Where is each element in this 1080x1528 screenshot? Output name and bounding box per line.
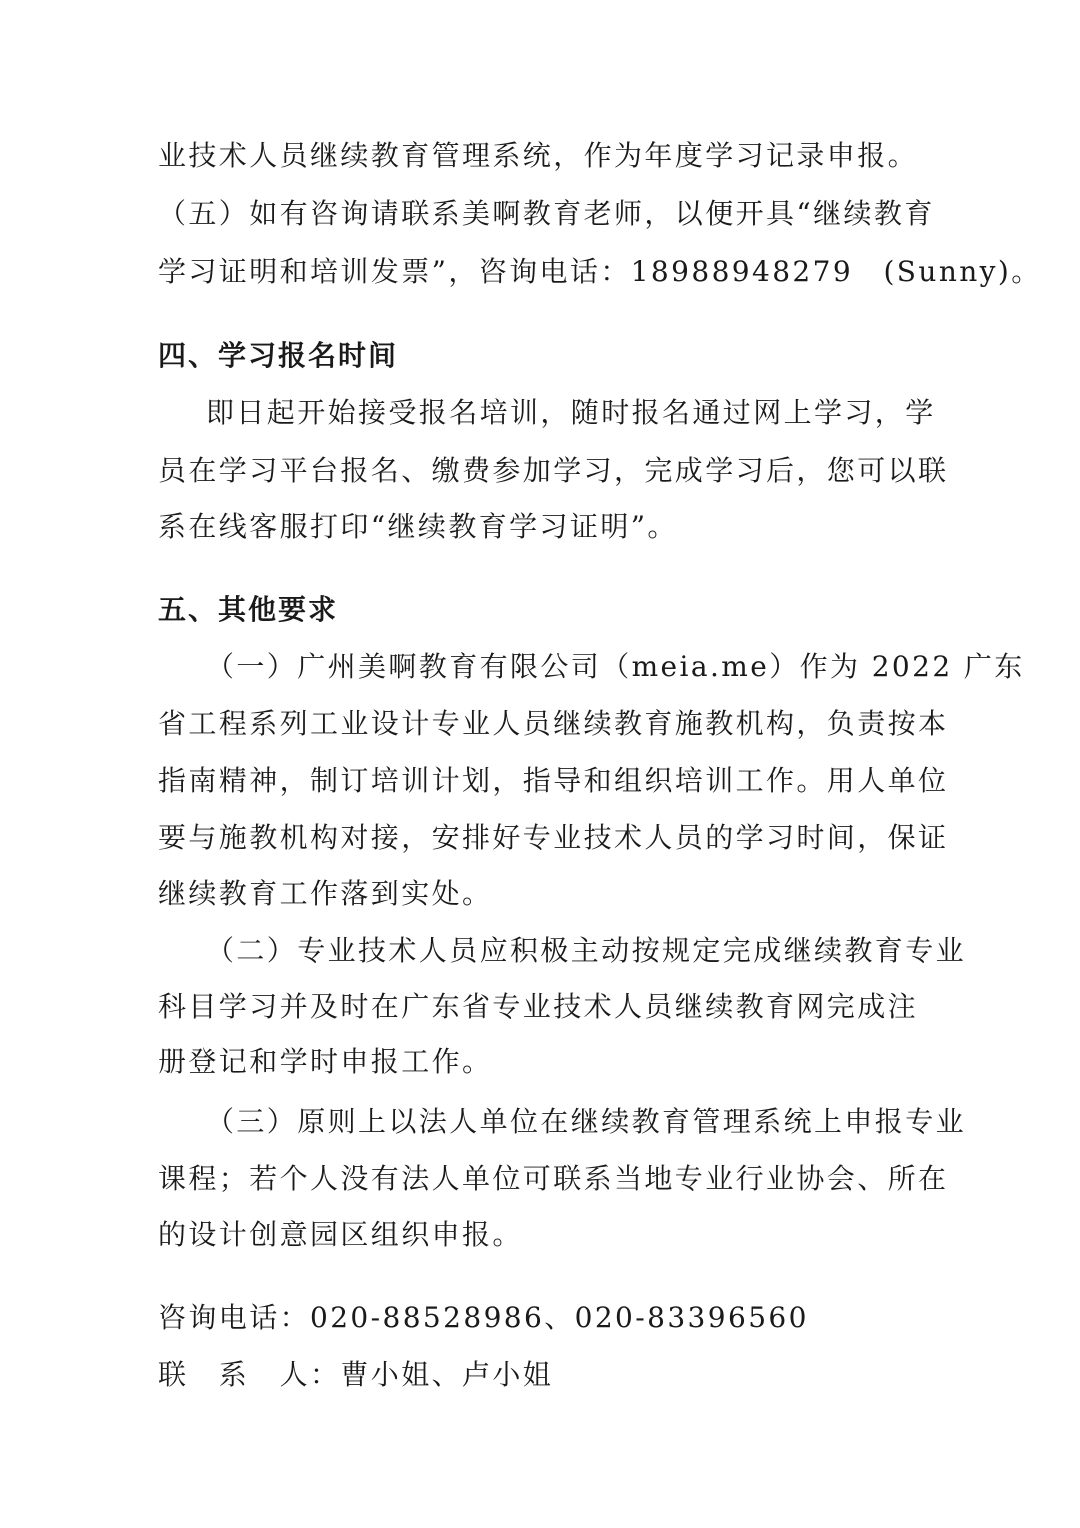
item-five-line: （五）如有咨询请联系美啊教育老师，以便开具“继续教育 bbox=[158, 197, 935, 230]
item-one-line: 指南精神，制订培训计划，指导和组织培训工作。用人单位 bbox=[158, 764, 949, 797]
paragraph-line: 系在线客服打印“继续教育学习证明”。 bbox=[158, 510, 678, 543]
item-two-line: 册登记和学时申报工作。 bbox=[158, 1045, 493, 1078]
item-one-line: 省工程系列工业设计专业人员继续教育施教机构，负责按本 bbox=[158, 707, 949, 740]
item-one-line: 继续教育工作落到实处。 bbox=[158, 877, 493, 910]
section-four-heading: 四、学习报名时间 bbox=[158, 339, 399, 372]
item-two-line: 科目学习并及时在广东省专业技术人员继续教育网完成注 bbox=[158, 990, 919, 1023]
paragraph-line: 员在学习平台报名、缴费参加学习，完成学习后，您可以联 bbox=[158, 454, 949, 487]
contact-person: 联 系 人：曹小姐、卢小姐 bbox=[158, 1358, 554, 1391]
item-three-line: 课程；若个人没有法人单位可联系当地专业行业协会、所在 bbox=[158, 1162, 949, 1195]
item-three-line: 的设计创意园区组织申报。 bbox=[158, 1218, 523, 1251]
item-two-line: （二）专业技术人员应积极主动按规定完成继续教育专业 bbox=[206, 934, 967, 967]
item-one-line: 要与施教机构对接，安排好专业技术人员的学习时间，保证 bbox=[158, 821, 949, 854]
section-five-heading: 五、其他要求 bbox=[158, 593, 339, 626]
item-one-line: （一）广州美啊教育有限公司（meia.me）作为 2022 广东 bbox=[206, 650, 1025, 683]
paragraph-line: 即日起开始接受报名培训，随时报名通过网上学习，学 bbox=[206, 396, 936, 429]
item-three-line: （三）原则上以法人单位在继续教育管理系统上申报专业 bbox=[206, 1105, 967, 1138]
item-five-line: 学习证明和培训发票”，咨询电话：18988948279 (Sunny)。 bbox=[158, 255, 1042, 288]
paragraph-line: 业技术人员继续教育管理系统，作为年度学习记录申报。 bbox=[158, 139, 919, 172]
contact-phone: 咨询电话：020-88528986、020-83396560 bbox=[158, 1301, 809, 1334]
